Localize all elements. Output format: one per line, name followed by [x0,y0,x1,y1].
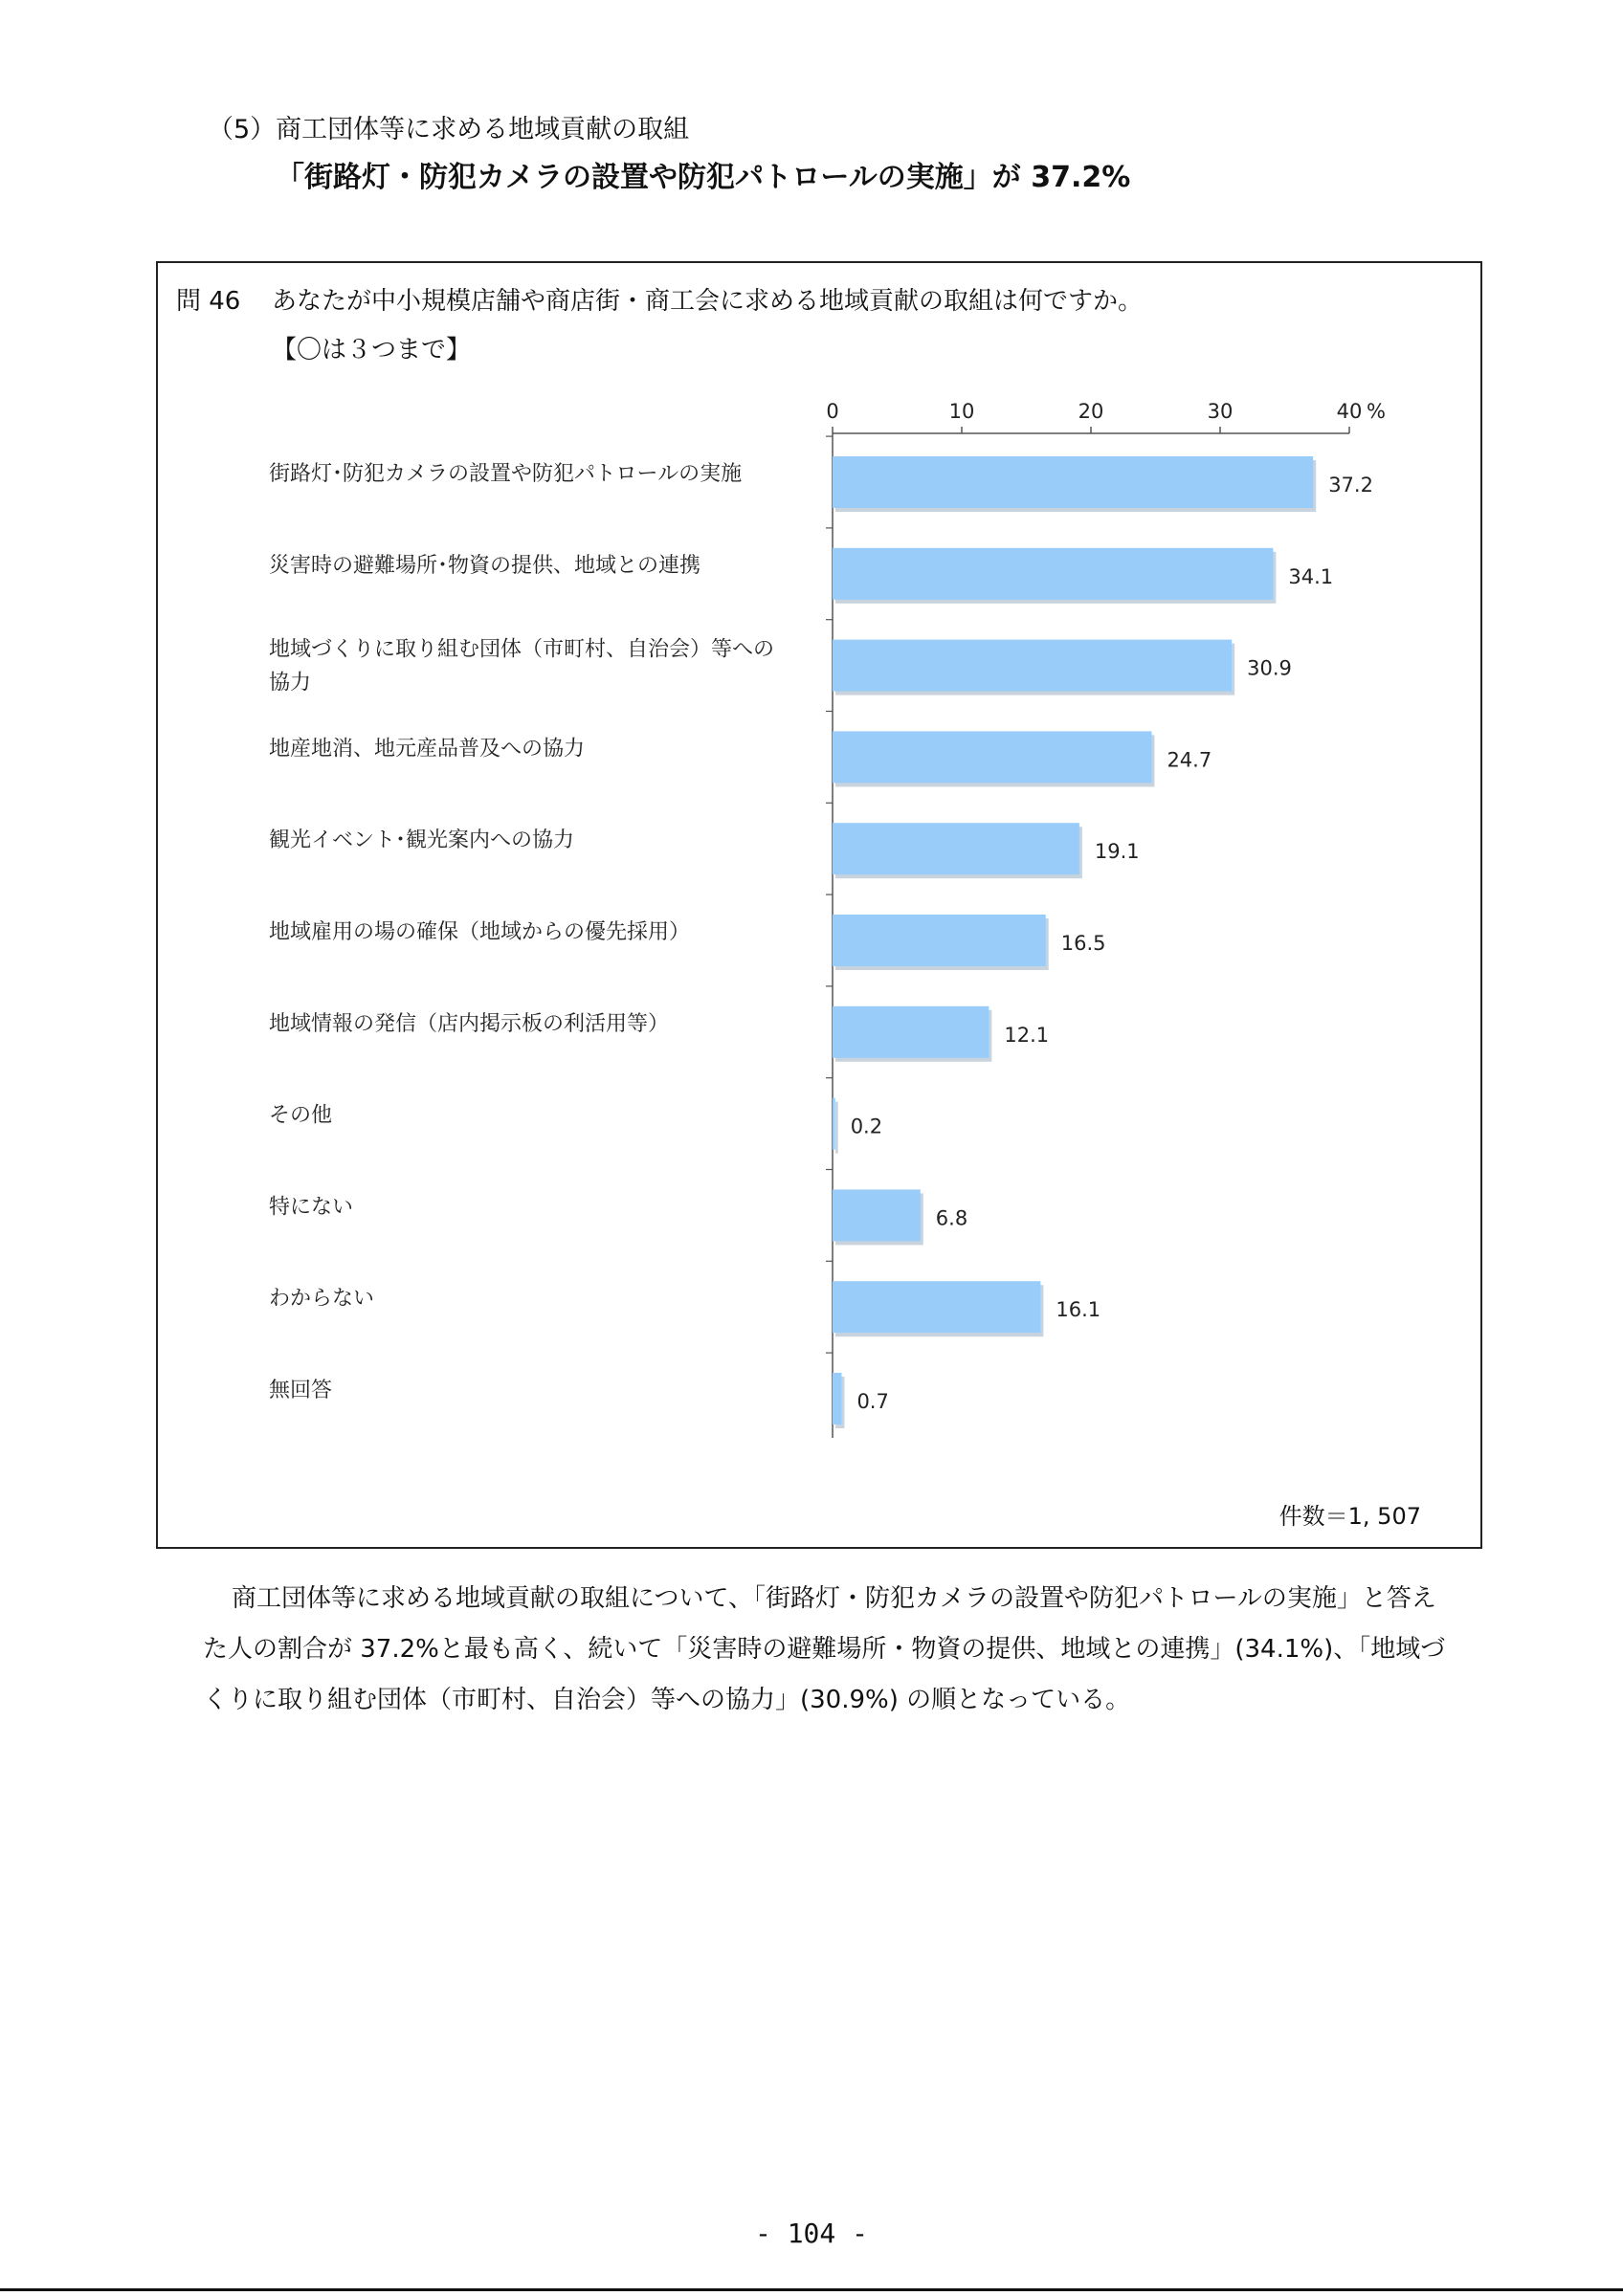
bar [833,1189,921,1241]
summary-paragraph: 商工団体等に求める地域貢献の取組について、「街路灯・防犯カメラの設置や防犯パトロールの実施」と答えた人の割合が 37.2%と最も高く、続いて「災害時の避難場所・物資の提供、地域との連携」(34.1%)、「地域づくりに取り組む団体（市町村、自治会）等への協力」(30.9%) の順となっている。 [203,1584,1446,1714]
category-label: 地域情報の発信（店内掲示板の利活用等） [269,1011,670,1036]
headline: 「街路灯・防犯カメラの設置や防犯パトロールの実施」が 37.2% [276,161,1131,194]
data-label: 30.9 [1247,656,1292,680]
bar [833,823,1079,874]
bar [833,548,1273,600]
bar [833,1006,989,1058]
bar [833,1098,835,1150]
section-title: （5）商工団体等に求める地域貢献の取組 [208,115,690,144]
bar [833,1373,841,1424]
question-number: 問 46 [176,287,241,316]
data-label: 0.2 [850,1115,883,1138]
data-label: 6.8 [935,1206,968,1230]
data-label: 34.1 [1288,564,1334,588]
x-tick-label: 0 [826,400,839,423]
sample-count: 件数＝1, 507 [1278,1503,1421,1530]
bar [833,456,1313,508]
data-label: 16.5 [1060,932,1106,955]
category-label: 災害時の避難場所･物資の提供、地域との連携 [269,553,701,578]
bottom-rule [0,2288,1623,2291]
category-label: 特にない [269,1195,354,1220]
data-label: 16.1 [1056,1298,1101,1322]
data-label: 0.7 [856,1390,889,1413]
category-label: 地域雇用の場の確保（地域からの優先採用） [269,920,691,944]
x-tick-label: 40 [1336,400,1363,423]
data-label: 37.2 [1328,474,1373,497]
category-label: 地域づくりに取り組む団体（市町村、自治会）等への [269,637,775,662]
question-text: あなたが中小規模店舗や商店街・商工会に求める地域貢献の取組は何ですか。 [272,287,1144,316]
category-label: その他 [269,1103,333,1128]
data-label: 24.7 [1167,748,1212,772]
category-label: わからない [269,1287,375,1312]
data-label: 19.1 [1094,840,1140,864]
bar [833,1281,1040,1333]
bar [833,640,1232,692]
x-tick-label: 20 [1078,400,1104,423]
x-tick-label: 30 [1207,400,1234,423]
category-label: 協力 [269,671,312,695]
page-number: - 104 - [754,2218,868,2249]
data-label: 12.1 [1004,1023,1050,1047]
category-label: 地産地消、地元産品普及への協力 [269,737,586,762]
category-label: 無回答 [269,1379,333,1402]
question-note: 【〇は３つまで】 [272,336,472,364]
bar-shadow [835,1102,838,1154]
bar [833,915,1046,966]
category-label: 観光イベント･観光案内への協力 [269,828,575,853]
x-tick-label: 10 [948,400,975,423]
x-unit-label: % [1367,400,1386,423]
bar [833,731,1151,783]
category-label: 街路灯･防犯カメラの設置や防犯パトロールの実施 [269,462,743,486]
